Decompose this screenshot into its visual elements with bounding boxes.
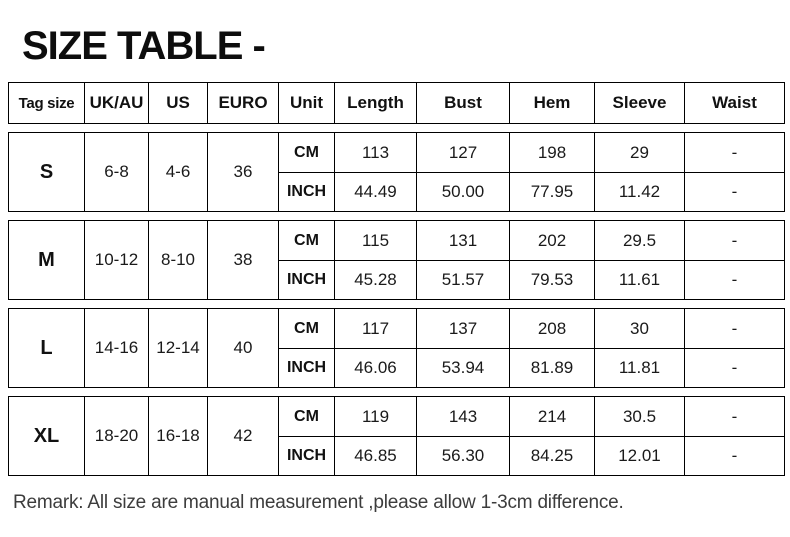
- size-row-m: [8, 220, 785, 300]
- euro-cell: 38: [207, 221, 278, 299]
- header-cell-ukau: UK/AU: [84, 83, 148, 123]
- ukau-cell: 6-8: [84, 133, 148, 211]
- us-cell: 12-14: [148, 309, 207, 387]
- unit-inch-label: INCH: [278, 172, 334, 211]
- bust-cm-value: 143: [416, 397, 509, 436]
- unit-cm-label: CM: [278, 309, 334, 348]
- length-cm-value: 115: [334, 221, 416, 260]
- hem-inch-value: 84.25: [509, 436, 594, 475]
- bust-cm-value: 127: [416, 133, 509, 172]
- bust-cm-value: 131: [416, 221, 509, 260]
- header-cell-length: Length: [334, 83, 416, 123]
- unit-inch-label: INCH: [278, 260, 334, 299]
- ukau-cell: 10-12: [84, 221, 148, 299]
- header-cell-euro: EURO: [207, 83, 278, 123]
- size-row-s: [8, 132, 785, 212]
- sleeve-inch-value: 11.81: [594, 348, 684, 387]
- euro-cell: 42: [207, 397, 278, 475]
- bust-inch-value: 56.30: [416, 436, 509, 475]
- waist-inch-value: -: [684, 436, 784, 475]
- size-row-xl: [8, 396, 785, 476]
- bust-inch-value: 51.57: [416, 260, 509, 299]
- unit-cm-label: CM: [278, 133, 334, 172]
- waist-cm-value: -: [684, 309, 784, 348]
- tag-size-cell: M: [38, 248, 55, 271]
- length-inch-value: 44.49: [334, 172, 416, 211]
- tag-size-cell: L: [40, 336, 53, 359]
- remark-text: Remark: All size are manual measurement ,please allow 1-3cm difference.: [13, 492, 624, 513]
- length-cm-value: 113: [334, 133, 416, 172]
- unit-cm-label: CM: [278, 397, 334, 436]
- ukau-cell: 18-20: [84, 397, 148, 475]
- sleeve-inch-value: 12.01: [594, 436, 684, 475]
- length-inch-value: 46.06: [334, 348, 416, 387]
- sleeve-cm-value: 29.5: [594, 221, 684, 260]
- header-cell-bust: Bust: [416, 83, 509, 123]
- tag-size-cell: S: [39, 160, 54, 183]
- hem-cm-value: 214: [509, 397, 594, 436]
- unit-inch-label: INCH: [278, 436, 334, 475]
- unit-cm-label: CM: [278, 221, 334, 260]
- header-cell-tag-size: Tag size: [18, 94, 75, 112]
- table-header-row: [8, 82, 785, 124]
- sleeve-cm-value: 30.5: [594, 397, 684, 436]
- length-cm-value: 119: [334, 397, 416, 436]
- size-table: [8, 82, 785, 476]
- euro-cell: 36: [207, 133, 278, 211]
- length-cm-value: 117: [334, 309, 416, 348]
- header-cell-waist: Waist: [684, 83, 784, 123]
- tag-size-cell: XL: [33, 424, 60, 447]
- bust-inch-value: 53.94: [416, 348, 509, 387]
- ukau-cell: 14-16: [84, 309, 148, 387]
- unit-inch-label: INCH: [278, 348, 334, 387]
- header-cell-sleeve: Sleeve: [594, 83, 684, 123]
- bust-cm-value: 137: [416, 309, 509, 348]
- waist-cm-value: -: [684, 221, 784, 260]
- hem-inch-value: 77.95: [509, 172, 594, 211]
- sleeve-cm-value: 30: [594, 309, 684, 348]
- waist-inch-value: -: [684, 172, 784, 211]
- header-cell-unit: Unit: [278, 83, 334, 123]
- hem-cm-value: 198: [509, 133, 594, 172]
- us-cell: 16-18: [148, 397, 207, 475]
- page-title: SIZE TABLE -: [22, 24, 265, 68]
- header-cell-hem: Hem: [509, 83, 594, 123]
- waist-cm-value: -: [684, 133, 784, 172]
- sleeve-inch-value: 11.42: [594, 172, 684, 211]
- size-table-page: [0, 26, 790, 537]
- header-cell-us: US: [148, 83, 207, 123]
- hem-inch-value: 79.53: [509, 260, 594, 299]
- sleeve-inch-value: 11.61: [594, 260, 684, 299]
- hem-cm-value: 202: [509, 221, 594, 260]
- length-inch-value: 46.85: [334, 436, 416, 475]
- us-cell: 8-10: [148, 221, 207, 299]
- us-cell: 4-6: [148, 133, 207, 211]
- waist-inch-value: -: [684, 348, 784, 387]
- waist-cm-value: -: [684, 397, 784, 436]
- euro-cell: 40: [207, 309, 278, 387]
- waist-inch-value: -: [684, 260, 784, 299]
- size-row-l: [8, 308, 785, 388]
- hem-cm-value: 208: [509, 309, 594, 348]
- length-inch-value: 45.28: [334, 260, 416, 299]
- hem-inch-value: 81.89: [509, 348, 594, 387]
- sleeve-cm-value: 29: [594, 133, 684, 172]
- bust-inch-value: 50.00: [416, 172, 509, 211]
